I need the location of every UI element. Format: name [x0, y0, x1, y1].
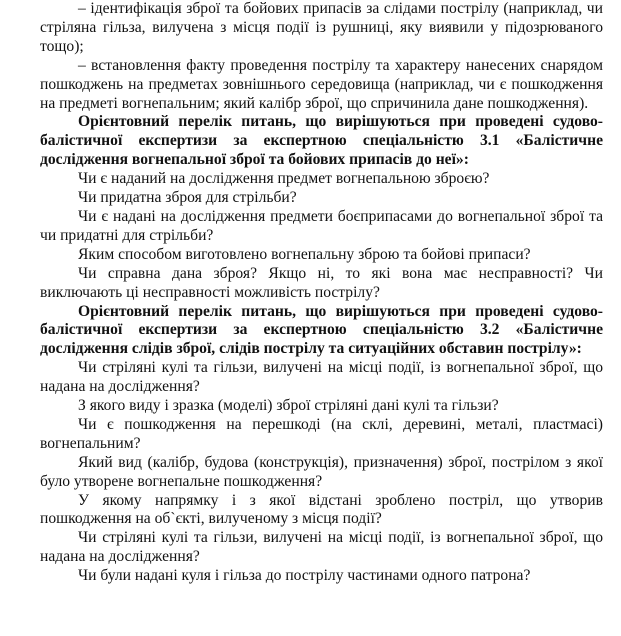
question-item: Який вид (калібр, будова (конструкція), призначення) зброї, пострілом з якої було утворене вогнепальне пошкодження? [40, 453, 603, 490]
question-item: Чи є пошкодження на перешкоді (на склі, деревині, металі, пластмасі) вогнепальним? [40, 415, 603, 452]
heading-questions-3-2: Орієнтовний перелік питань, що вирішуються при проведені судово-балістичної експертизи за експертною спеціальністю 3.2 «Балістичне дослідження слідів зброї, слідів пострілу та ситуаційних обставин пострілу»: [40, 302, 603, 358]
question-item: Яким способом виготовлено вогнепальну зброю та бойові припаси? [78, 245, 531, 263]
question-item: Чи стріляні кулі та гільзи, вилучені на місці події, із вогнепальної зброї, що надана на дослідження? [40, 359, 603, 396]
question-item: Чи придатна зброя для стрільби? [78, 189, 297, 207]
heading-questions-3-1: Орієнтовний перелік питань, що вирішуються при проведені судово-балістичної експертизи за експертною спеціальністю 3.1 «Балістичне дослідження вогнепальної зброї та бойових припасів до неї»: [40, 113, 603, 169]
paragraph-identification: – ідентифікація зброї та бойових припасів за слідами пострілу (наприклад, чи стріляна гільза, вилучена з місця події із рушниці, яку виявили у підозрюваного тощо); [40, 0, 603, 55]
question-item: Чи стріляні кулі та гільзи, вилучені на місці події, із вогнепальної зброї, що надана на дослідження? [40, 529, 603, 566]
question-item: У якому напрямку і з якої відстані зроблено постріл, що утворив пошкодження на об`єкті, вилученому з місця події? [40, 491, 603, 528]
question-item: З якого виду і зразка (моделі) зброї стріляні дані кулі та гільзи? [78, 397, 499, 415]
paragraph-damage-establishment: – встановлення факту проведення пострілу та характеру нанесених снарядом пошкоджень на предметах зовнішнього середовища (наприклад, чи є пошкодження на предметі вогнепальним; який калібр зброї, що спричинила дане пошкодження). [40, 56, 603, 112]
question-item: Чи були надані куля і гільза до пострілу частинами одного патрона? [78, 567, 531, 585]
question-item: Чи справна дана зброя? Якщо ні, то які вона має несправності? Чи виключають ці несправності можливість пострілу? [40, 264, 603, 301]
question-item: Чи є наданий на дослідження предмет вогнепальною зброєю? [78, 170, 490, 188]
question-item: Чи є надані на дослідження предмети боєприпасами до вогнепальної зброї та чи придатні для стрільби? [40, 207, 603, 244]
document-body [40, 0, 603, 586]
